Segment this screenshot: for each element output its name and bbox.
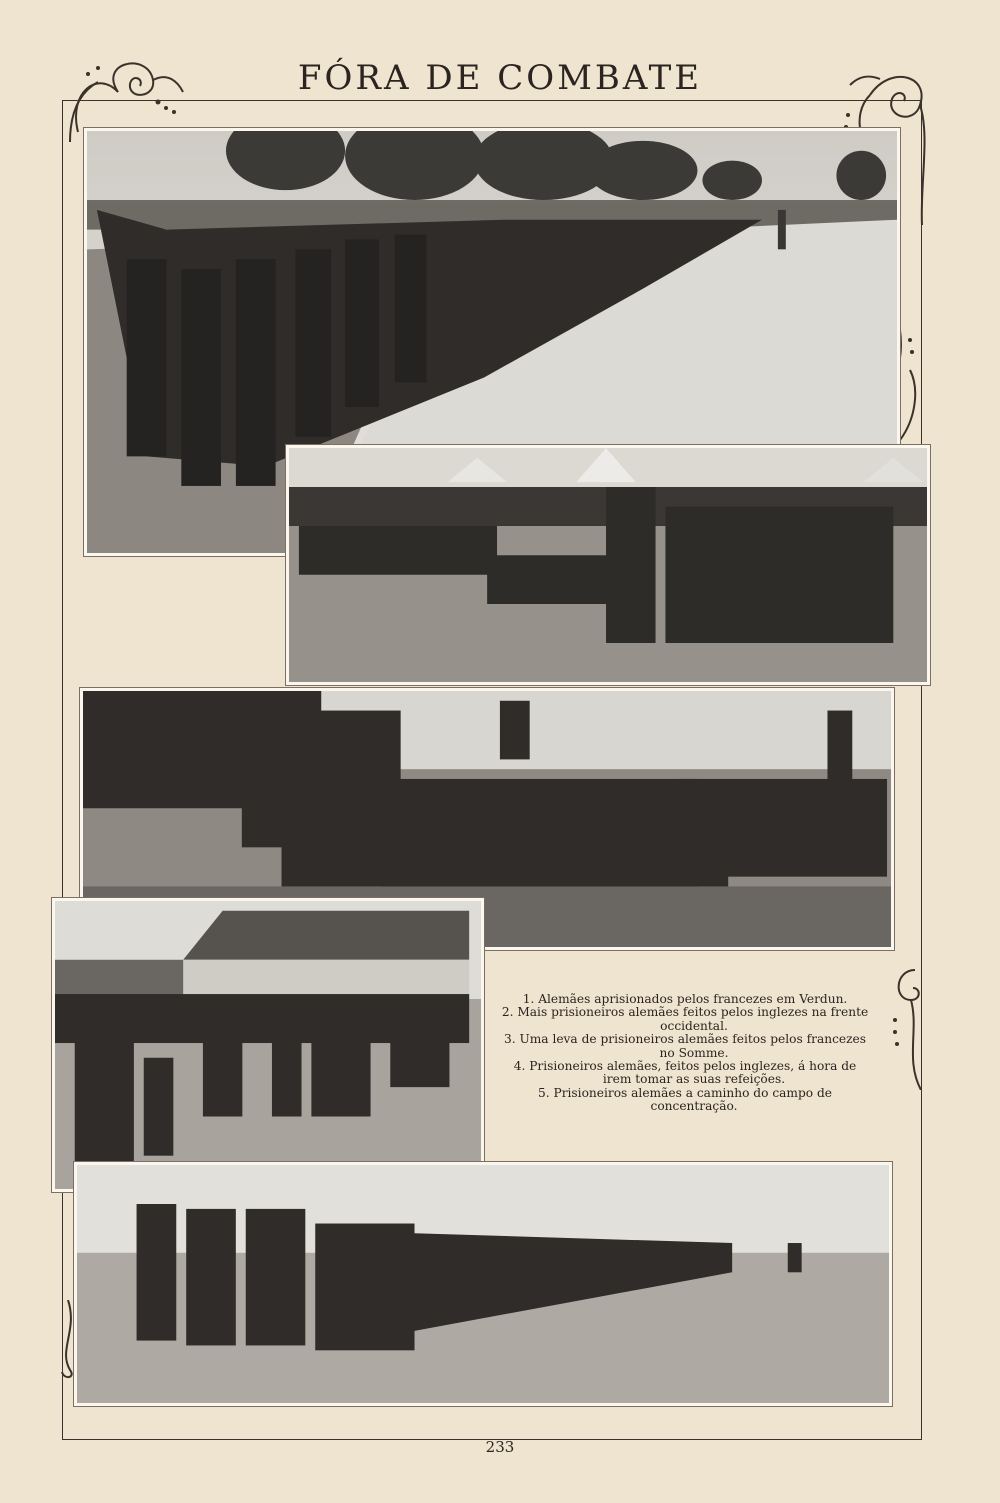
photo-2	[286, 445, 930, 685]
photo-4	[52, 898, 484, 1192]
caption-item: 2. Mais prisioneiros alemães feitos pelos inglezes na frente occidental.	[501, 1005, 869, 1033]
page-title: FÓRA DE COMBATE	[297, 58, 703, 98]
photo-captions	[500, 993, 870, 1114]
caption-item: 1. Alemães aprisionados pelos francezes em Verdun.	[522, 992, 848, 1006]
photo-5	[74, 1162, 892, 1406]
prisoners-column-plain-photo-icon	[77, 1165, 889, 1403]
prisoners-camp-tents-photo-icon	[289, 448, 927, 682]
right-side-scroll-ornament-icon	[885, 960, 935, 1090]
prisoners-village-farmhouse-photo-icon	[55, 901, 481, 1189]
caption-item: 3. Uma leva de prisioneiros alemães feitos pelos francezes no Somme.	[503, 1032, 867, 1060]
caption-item: 5. Prisioneiros alemães a caminho do campo de concentração.	[538, 1085, 832, 1114]
page-number: 233	[485, 1438, 515, 1456]
caption-item: 4. Prisioneiros alemães, feitos pelos inglezes, á hora de irem tomar as suas refeições.	[513, 1059, 857, 1087]
